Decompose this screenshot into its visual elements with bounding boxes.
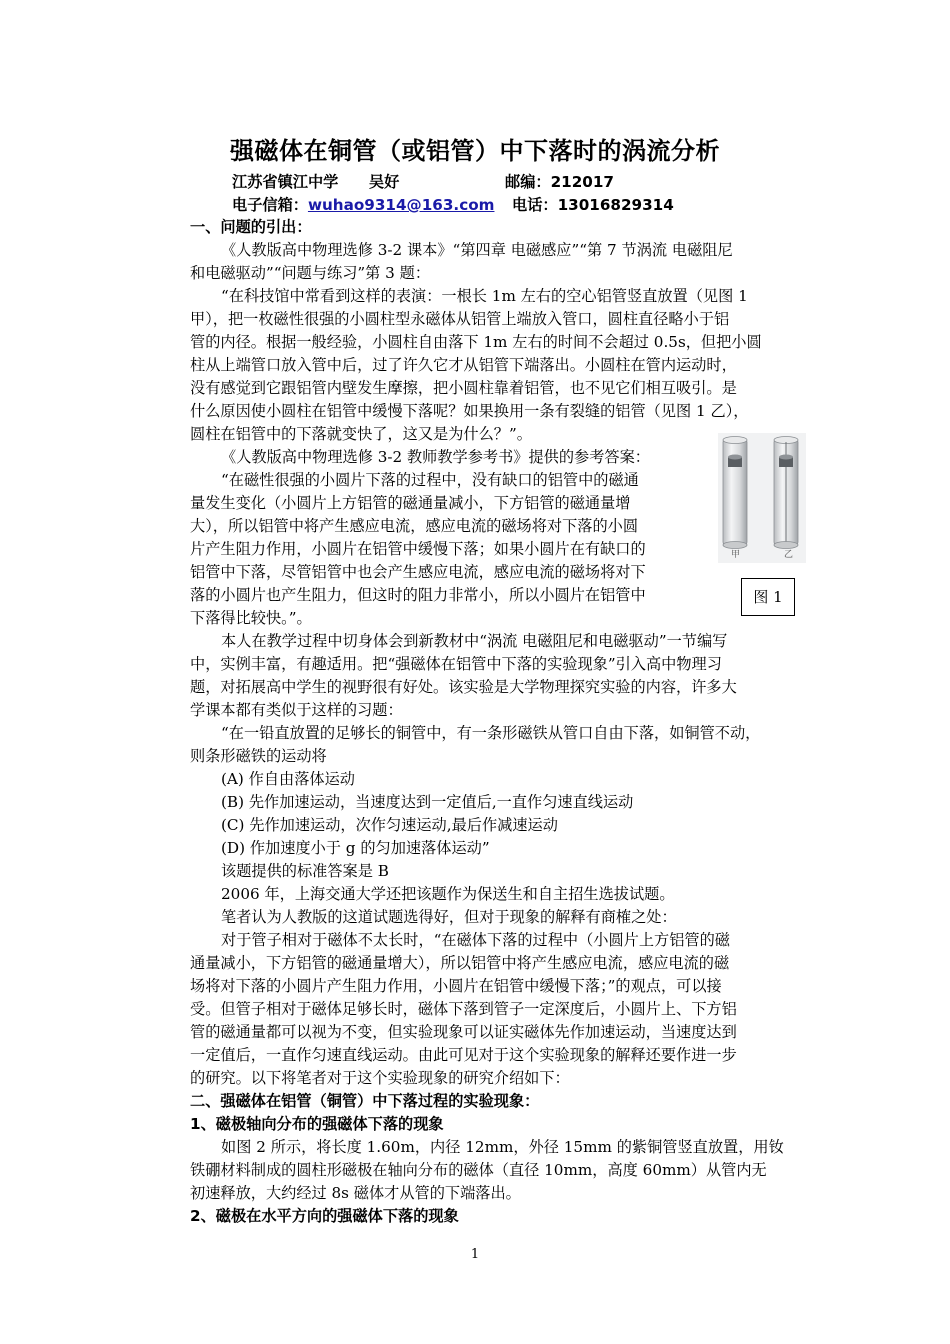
tube-yi bbox=[774, 437, 798, 549]
paragraph-line: 初速释放，大约经过 8s 磁体才从管的下端落出。 bbox=[190, 1184, 521, 1202]
paragraph-line: 管的磁通量都可以视为不变，但实验现象可以证实磁体先作加速运动，当速度达到 bbox=[190, 1023, 737, 1041]
figure-1-tubes bbox=[718, 433, 806, 563]
paragraph-line: 管的内径。根据一般经验，小圆柱自由落下 1m 左右的时间不会超过 0.5s，但把小圆 bbox=[190, 333, 762, 351]
paragraph-line: 中，实例丰富，有趣适用。把“强磁体在铝管中下落的实验现象”引入高中物理习 bbox=[190, 655, 722, 673]
paragraph-line: “在磁性很强的小圆片下落的过程中，没有缺口的铝管中的磁通 bbox=[221, 471, 639, 489]
paragraph-line: 的研究。以下将笔者对于这个实验现象的研究介绍如下： bbox=[190, 1069, 570, 1087]
author-line bbox=[232, 171, 399, 194]
paragraph-line: 铝管中下落，尽管铝管中也会产生感应电流，感应电流的磁场将对下 bbox=[190, 563, 646, 581]
author-school: 江苏省镇江中学 bbox=[232, 173, 339, 191]
paragraph-line: 铁硼材料制成的圆柱形磁极在轴向分布的磁体（直径 10mm，高度 60mm）从管内无 bbox=[190, 1161, 767, 1179]
paragraph-line: “在科技馆中常看到这样的表演：一根长 1m 左右的空心铝管竖直放置（见图 1 bbox=[221, 287, 748, 305]
paragraph-line: 什么原因使小圆柱在铝管中缓慢下落呢？如果换用一条有裂缝的铝管（见图 1 乙）， bbox=[190, 402, 749, 420]
paragraph-line: 和电磁驱动”“问题与练习”第 3 题： bbox=[190, 264, 431, 282]
paragraph-line: 甲），把一枚磁性很强的小圆柱型永磁体从铝管上端放入管口，圆柱直径略小于铝 bbox=[190, 310, 730, 328]
paragraph-line: 片产生阻力作用，小圆片在铝管中缓慢下落；如果小圆片在有缺口的 bbox=[190, 540, 646, 558]
tube-label-yi: 乙 bbox=[784, 550, 794, 560]
section-heading-2: 二、强磁体在铝管（铜管）中下落过程的实验现象： bbox=[190, 1092, 540, 1110]
paragraph-line: 下落得比较快。”。 bbox=[190, 609, 312, 627]
contact-email-line bbox=[232, 194, 494, 217]
author-name: 吴好 bbox=[368, 173, 400, 191]
option-a: (A) 作自由落体运动 bbox=[221, 770, 355, 788]
paragraph-line: 受。但管子相对于磁体足够长时，磁体下落到管子一定深度后，小圆片上、下方铝 bbox=[190, 1000, 737, 1018]
paragraph-line: 笔者认为人教版的这道试题选得好，但对于现象的解释有商榷之处： bbox=[221, 908, 677, 926]
tube-label-jia: 甲 bbox=[731, 550, 741, 560]
tube-jia bbox=[723, 437, 747, 549]
paragraph-line: 则条形磁铁的运动将 bbox=[190, 747, 327, 765]
paragraph-line: 该题提供的标准答案是 B bbox=[221, 862, 389, 880]
option-d: (D) 作加速度小于 g 的匀加速落体运动” bbox=[221, 839, 490, 857]
page-number: 1 bbox=[470, 1247, 480, 1262]
option-c: (C) 先作加速运动，次作匀速运动,最后作减速运动 bbox=[221, 816, 558, 834]
paragraph-line: 落的小圆片也产生阻力，但这时的阻力非常小，所以小圆片在铝管中 bbox=[190, 586, 646, 604]
subsection-heading-2: 2、磁极在水平方向的强磁体下落的现象 bbox=[190, 1207, 459, 1225]
paragraph-line: 本人在教学过程中切身体会到新教材中“涡流 电磁阻尼和电磁驱动”一节编写 bbox=[221, 632, 728, 650]
paragraph-line: 场将对下落的小圆片产生阻力作用，小圆片在铝管中缓慢下落；”的观点，可以接 bbox=[190, 977, 722, 995]
paragraph-line: 一定值后，一直作匀速直线运动。由此可见对于这个实验现象的解释还要作进一步 bbox=[190, 1046, 737, 1064]
option-b: (B) 先作加速运动，当速度达到一定值后,一直作匀速直线运动 bbox=[221, 793, 634, 811]
paragraph-line: 《人教版高中物理选修 3-2 课本》“第四章 电磁感应”“第 7 节涡流 电磁阻尼 bbox=[221, 241, 733, 259]
paragraph-line: 学课本都有类似于这样的习题： bbox=[190, 701, 403, 719]
subsection-heading-1: 1、磁极轴向分布的强磁体下落的现象 bbox=[190, 1115, 444, 1133]
figure-1-label: 图 1 bbox=[741, 578, 795, 616]
email-label: 电子信箱： bbox=[232, 196, 308, 214]
postcode: 邮编：212017 bbox=[505, 173, 614, 191]
paragraph-line: 题，对拓展高中学生的视野很有好处。该实验是大学物理探究实验的内容，许多大 bbox=[190, 678, 737, 696]
paragraph-line: 2006 年，上海交通大学还把该题作为保送生和自主招生选拔试题。 bbox=[221, 885, 675, 903]
paragraph-line: 量发生变化（小圆片上方铝管的磁通量减小，下方铝管的磁通量增 bbox=[190, 494, 631, 512]
tubes-illustration bbox=[718, 433, 806, 563]
paragraph-line: 《人教版高中物理选修 3-2 教师教学参考书》提供的参考答案： bbox=[221, 448, 650, 466]
paragraph-line: 没有感觉到它跟铝管内壁发生摩擦，把小圆柱靠着铝管，也不见它们相互吸引。是 bbox=[190, 379, 737, 397]
paragraph-line: 圆柱在铝管中的下落就变快了，这又是为什么？”。 bbox=[190, 425, 532, 443]
paragraph-line: 如图 2 所示，将长度 1.60m，内径 12mm，外径 15mm 的紫铜管竖直放置，用钕 bbox=[221, 1138, 784, 1156]
paragraph-line: “在一铅直放置的足够长的铜管中，有一条形磁铁从管口自由下落，如铜管不动， bbox=[221, 724, 761, 742]
paragraph-line: 柱从上端管口放入管中后，过了许久它才从铝管下端落出。小圆柱在管内运动时， bbox=[190, 356, 737, 374]
paragraph-line: 对于管子相对于磁体不太长时，“在磁体下落的过程中（小圆片上方铝管的磁 bbox=[221, 931, 730, 949]
paragraph-line: 大），所以铝管中将产生感应电流，感应电流的磁场将对下落的小圆 bbox=[190, 517, 639, 535]
section-heading-1: 一、问题的引出： bbox=[190, 218, 312, 236]
email-link[interactable]: wuhao9314@163.com bbox=[307, 196, 495, 214]
paragraph-line: 通量减小，下方铝管的磁通量增大），所以铝管中将产生感应电流，感应电流的磁 bbox=[190, 954, 730, 972]
document-title: 强磁体在铜管（或铝管）中下落时的涡流分析 bbox=[230, 137, 720, 165]
phone-number: 电话：13016829314 bbox=[512, 196, 674, 214]
